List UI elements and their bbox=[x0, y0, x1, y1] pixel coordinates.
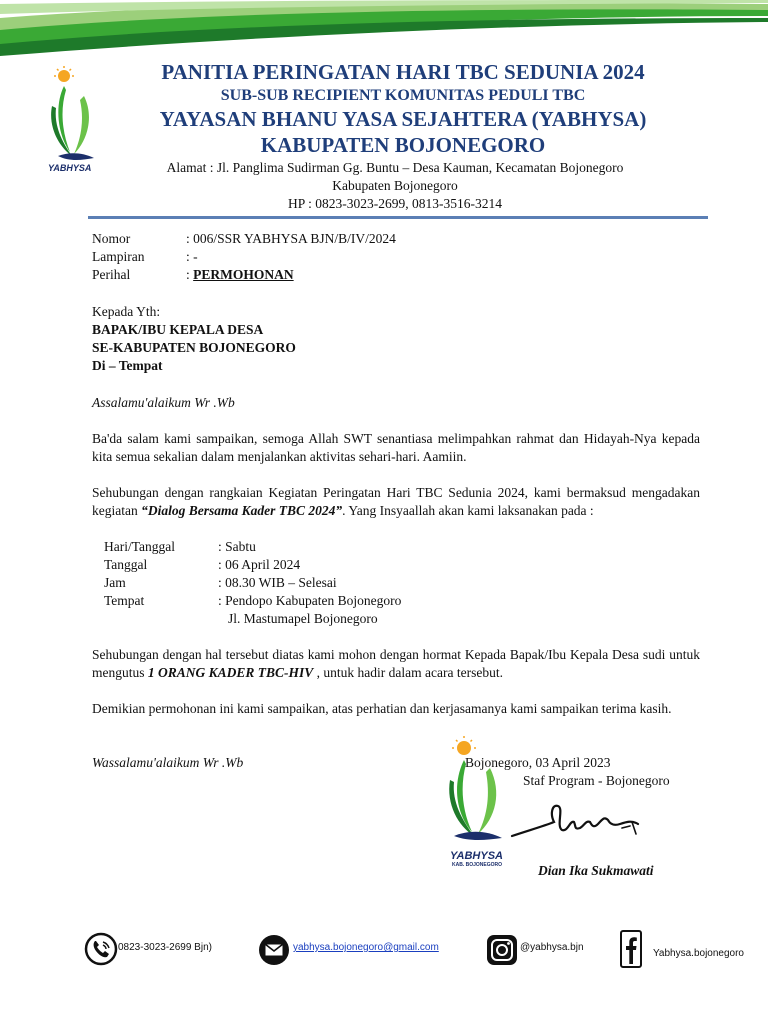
header-rule bbox=[88, 216, 708, 219]
header-title: PANITIA PERINGATAN HARI TBC SEDUNIA 2024 bbox=[161, 60, 645, 84]
stamp-subtext: KAB. BOJONEGORO bbox=[452, 862, 503, 868]
header-region: KABUPATEN BOJONEGORO bbox=[260, 133, 546, 157]
email-icon bbox=[258, 934, 290, 966]
handwritten-signature bbox=[510, 796, 660, 856]
detail-value: : Pendopo Kabupaten Bojonegoro bbox=[218, 593, 402, 608]
paragraph-3 bbox=[92, 646, 700, 682]
p3-text-b: , untuk hadir dalam acara tersebut. bbox=[313, 665, 503, 680]
p3-text-a: Sehubungan dengan hal tersebut diatas kami mohon dengan hormat Kepada Bapak/Ibu Kepala Desa sudi untuk mengutus bbox=[92, 647, 700, 680]
paragraph-1: Ba'da salam kami sampaikan, semoga Allah SWT senantiasa melimpahkan rahmat dan Hidayah-Nya kepada kita semua sekalian dalam menjalankan aktivitas sehari-hari. Aamiin. bbox=[92, 431, 700, 464]
detail-value: : 06 April 2024 bbox=[218, 557, 301, 572]
p2-text-a: Sehubungan dengan rangkaian Kegiatan Peringatan Hari TBC Sedunia 2024, kami bermaksud mengadakan kegiatan bbox=[92, 485, 700, 518]
perihal-label: Perihal bbox=[92, 267, 131, 282]
signature-role: Staf Program - Bojonegoro bbox=[523, 773, 670, 788]
signature-name: Dian Ika Sukmawati bbox=[538, 863, 654, 878]
header-phone: HP : 0823-3023-2699, 0813-3516-3214 bbox=[288, 196, 502, 211]
recipient-line3: Di – Tempat bbox=[92, 358, 163, 373]
recipient-kepada: Kepada Yth: bbox=[92, 304, 161, 319]
header-subtitle: SUB-SUB RECIPIENT KOMUNITAS PEDULI TBC bbox=[220, 87, 586, 104]
p2-text-b: . Yang Insyaallah akan kami laksanakan pada : bbox=[342, 503, 594, 518]
detail-label: Tempat bbox=[104, 593, 145, 608]
signature-place-date: Bojonegoro, 03 April 2023 bbox=[465, 755, 611, 770]
detail-label: Tanggal bbox=[104, 557, 148, 572]
stamp-text: YABHYSA bbox=[450, 850, 503, 862]
paragraph-4: Demikian permohonan ini kami sampaikan, atas perhatian dan kerjasamanya kami sampaikan terima kasih. bbox=[92, 701, 672, 716]
facebook-icon bbox=[620, 930, 642, 968]
perihal-value: PERMOHONAN bbox=[193, 267, 294, 282]
detail-value: : Sabtu bbox=[218, 539, 256, 554]
header-swoosh bbox=[0, 0, 768, 60]
logo-text: YABHYSA bbox=[48, 163, 92, 173]
p2-event: “Dialog Bersama Kader TBC 2024” bbox=[141, 503, 343, 518]
stamp-logo bbox=[440, 734, 514, 852]
perihal-row bbox=[186, 266, 294, 284]
footer-phone: 0823-3023-2699 Bjn) bbox=[118, 942, 212, 953]
footer-email[interactable]: yabhysa.bojonegoro@gmail.com bbox=[293, 942, 439, 953]
recipient-line1: BAPAK/IBU KEPALA DESA bbox=[92, 322, 264, 337]
closing-salam: Wassalamu'alaikum Wr .Wb bbox=[92, 755, 244, 770]
lampiran-label: Lampiran bbox=[92, 249, 145, 264]
p3-bold: 1 ORANG KADER TBC-HIV bbox=[147, 665, 314, 680]
header-address-city: Kabupaten Bojonegoro bbox=[332, 178, 458, 193]
opening-salam: Assalamu'alaikum Wr .Wb bbox=[92, 395, 235, 410]
footer-facebook: Yabhysa.bojonegoro bbox=[653, 948, 744, 959]
detail-address-line2: Jl. Mastumapel Bojonegoro bbox=[228, 611, 378, 626]
nomor-value: : 006/SSR YABHYSA BJN/B/IV/2024 bbox=[186, 231, 396, 246]
recipient-line2: SE-KABUPATEN BOJONEGORO bbox=[92, 340, 296, 355]
header-address: Alamat : Jl. Panglima Sudirman Gg. Buntu – Desa Kauman, Kecamatan Bojonegoro bbox=[166, 160, 624, 175]
detail-label: Jam bbox=[104, 575, 126, 590]
perihal-colon: : bbox=[186, 267, 194, 282]
detail-label: Hari/Tanggal bbox=[104, 539, 176, 554]
detail-value: : 08.30 WIB – Selesai bbox=[218, 575, 337, 590]
phone-icon bbox=[84, 932, 118, 966]
nomor-label: Nomor bbox=[92, 231, 131, 246]
footer-instagram: @yabhysa.bjn bbox=[520, 942, 584, 953]
paragraph-2 bbox=[92, 484, 700, 520]
header-foundation: YAYASAN BHANU YASA SEJAHTERA (YABHYSA) bbox=[159, 107, 647, 131]
instagram-icon bbox=[486, 934, 518, 966]
lampiran-value: : - bbox=[186, 249, 198, 264]
